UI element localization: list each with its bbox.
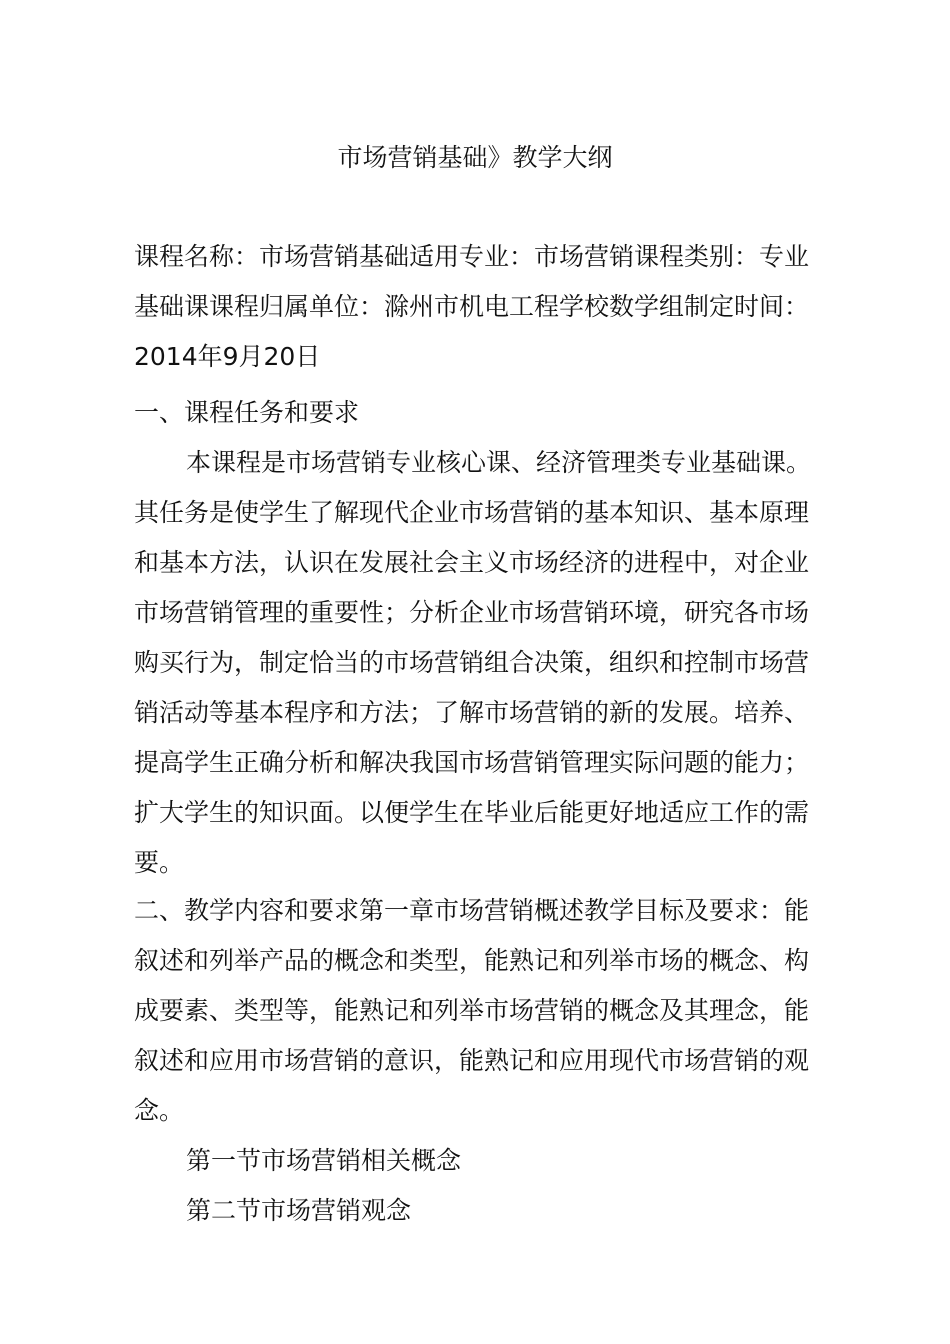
section-teaching-content — [134, 886, 824, 1236]
meta-line: 基础课课程归属单位：滁州市机电工程学校数学组制定时间： — [134, 292, 810, 321]
course-meta — [134, 232, 824, 382]
sub-item: 第一节市场营销相关概念 — [186, 1146, 462, 1175]
paragraph-line: 提高学生正确分析和解决我国市场营销管理实际问题的能力； — [134, 748, 810, 777]
paragraph-line: 叙述和应用市场营销的意识，能熟记和应用现代市场营销的观 — [134, 1046, 810, 1075]
paragraph-line: 成要素、类型等，能熟记和列举市场营销的概念及其理念，能 — [134, 996, 810, 1025]
document-title: 市场营销基础》教学大纲 — [337, 143, 613, 172]
paragraph-line: 扩大学生的知识面。以便学生在毕业后能更好地适应工作的需 — [134, 798, 810, 827]
paragraph-line: 要。 — [134, 848, 185, 877]
paragraph-line: 和基本方法，认识在发展社会主义市场经济的进程中，对企业 — [134, 548, 810, 577]
meta-line: 课程名称：市场营销基础适用专业：市场营销课程类别：专业 — [134, 242, 810, 271]
paragraph-line: 二、教学内容和要求第一章市场营销概述教学目标及要求：能 — [134, 896, 810, 925]
sub-item: 第二节市场营销观念 — [186, 1196, 412, 1225]
meta-line: 2014年9月20日 — [134, 342, 321, 371]
paragraph-line: 销活动等基本程序和方法；了解市场营销的新的发展。培养、 — [134, 698, 810, 727]
section-heading: 一、课程任务和要求 — [134, 398, 360, 427]
section-course-tasks — [134, 388, 824, 888]
paragraph-line: 念。 — [134, 1096, 185, 1125]
paragraph-line: 市场营销管理的重要性；分析企业市场营销环境，研究各市场 — [134, 598, 810, 627]
paragraph-line: 叙述和列举产品的概念和类型，能熟记和列举市场的概念、构 — [134, 946, 810, 975]
paragraph-line: 其任务是使学生了解现代企业市场营销的基本知识、基本原理 — [134, 498, 810, 527]
paragraph-line: 购买行为，制定恰当的市场营销组合决策，组织和控制市场营 — [134, 648, 810, 677]
paragraph-line: 本课程是市场营销专业核心课、经济管理类专业基础课。 — [186, 448, 812, 477]
